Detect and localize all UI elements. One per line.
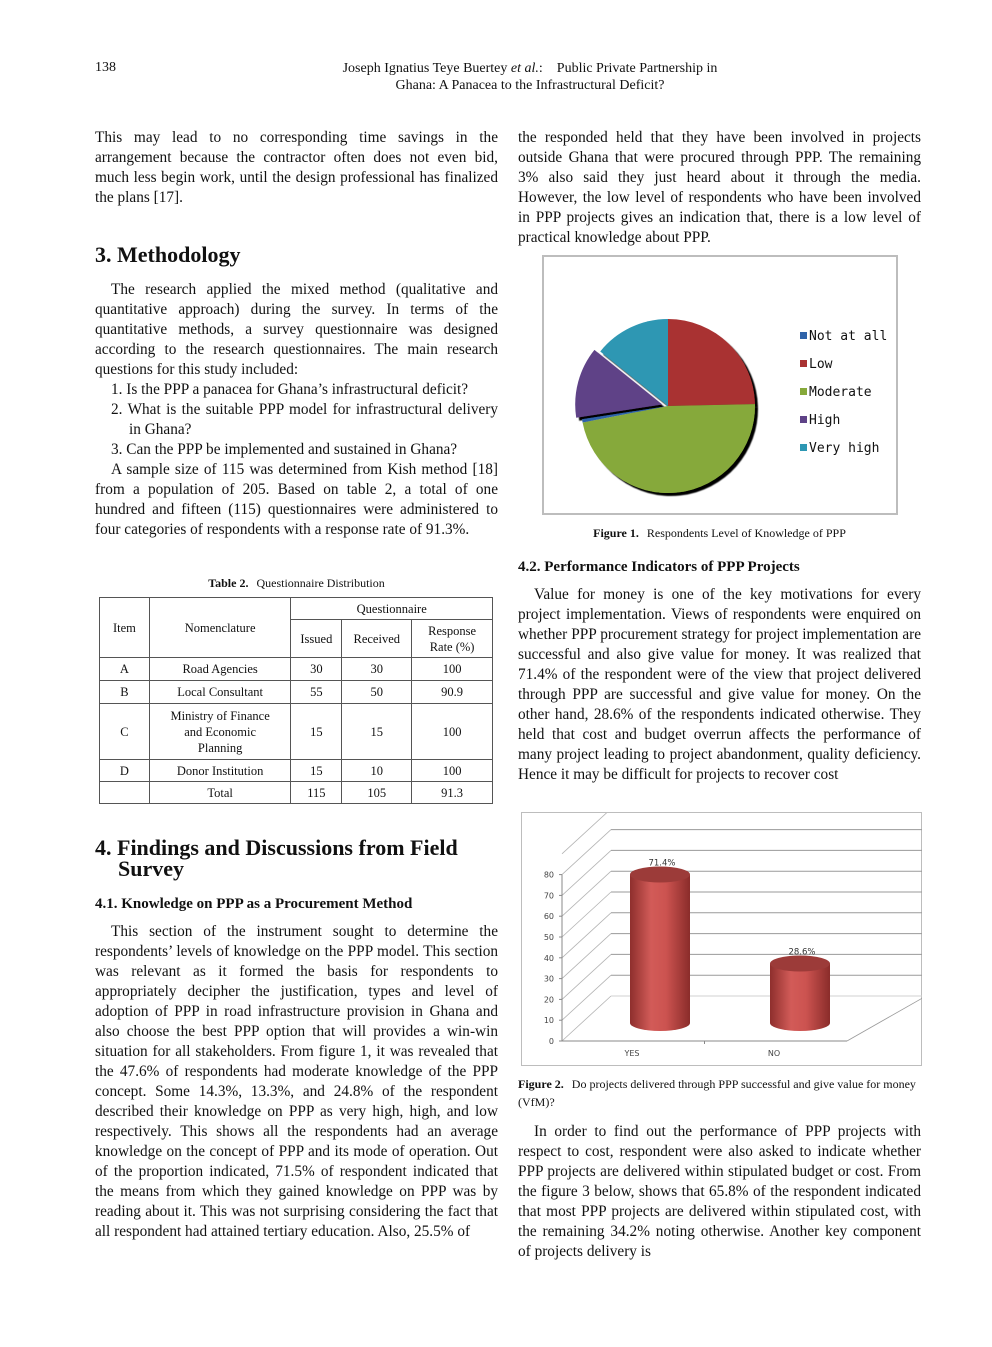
data-label: 71.4% bbox=[648, 858, 676, 869]
header-title-line2: Ghana: A Panacea to the Infrastructural Deficit? bbox=[395, 78, 665, 93]
subsection-4-1-heading: 4.1. Knowledge on PPP as a Procurement Method bbox=[95, 896, 413, 912]
cell-name: Donor Institution bbox=[149, 760, 291, 782]
cost-paragraph: In order to find out the performance of PPP projects with respect to cost, respondent were also asked to indicate whether PPP projects are delivered within stipulated budget or cost. From the figure 3 below, shows that 65.8% of the respondent indicated that most PPP projects are delivered within stipulated cost, with the remaining 34.2% noting otherwise. Another key component of projects delivery is bbox=[518, 1123, 921, 1260]
legend-swatch bbox=[800, 360, 807, 367]
wall-diagonal bbox=[562, 813, 611, 854]
figure-2-caption-label: Figure 2. bbox=[518, 1077, 564, 1091]
cell-item: B bbox=[100, 681, 150, 704]
header-issued: Issued bbox=[291, 620, 342, 658]
legend-item bbox=[800, 385, 887, 413]
figure-2-caption-text: Do projects delivered through PPP successful and give value for money (VfM)? bbox=[518, 1077, 916, 1109]
cell-received: 50 bbox=[342, 681, 412, 704]
cell-issued: 15 bbox=[291, 704, 342, 760]
x-tick-label: NO bbox=[767, 1049, 781, 1058]
wall-diagonal bbox=[562, 934, 611, 979]
wall-diagonal bbox=[562, 975, 611, 1020]
header-nomenclature: Nomenclature bbox=[149, 598, 291, 658]
header-author: Joseph Ignatius Teye Buertey bbox=[342, 61, 508, 76]
cell-item bbox=[100, 782, 150, 804]
wall-diagonal bbox=[562, 913, 611, 958]
left-column bbox=[95, 128, 498, 208]
cell-rate: 90.9 bbox=[412, 681, 493, 704]
cell-name: Local Consultant bbox=[149, 681, 291, 704]
wall-diagonal bbox=[562, 996, 611, 1041]
cell-issued: 30 bbox=[291, 658, 342, 681]
cell-name: Total bbox=[149, 782, 291, 804]
section-3-heading: 3. Methodology bbox=[95, 242, 241, 267]
cell-received: 105 bbox=[342, 782, 412, 804]
wall-diagonal bbox=[562, 892, 611, 937]
y-tick-label: 60 bbox=[543, 912, 554, 922]
table-caption-text: Questionnaire Distribution bbox=[256, 576, 385, 590]
wall-diagonal bbox=[562, 830, 611, 875]
methodology-block bbox=[95, 280, 498, 540]
legend-swatch bbox=[800, 444, 807, 451]
header-rate: Response Rate (%) bbox=[412, 620, 493, 658]
questionnaire-table-wrap bbox=[99, 597, 493, 804]
cell-issued: 115 bbox=[291, 782, 342, 804]
vfm-paragraph: Value for money is one of the key motivations for every project implementation. Views of respondents were enquired on whether PPP procurement strategy for project implementation are successful and also give value for money. It was realized that 71.4% of the respondent were of the view that project delivered through PPP are successful and give value for money. On the other hand, 28.6% of the respondents indicated otherwise. They held that cost and budget overrun affects the performance of many project leading to project abandonment, quality deficiency. Hence it may be difficult for projects to recover cost bbox=[518, 586, 921, 783]
cost-block bbox=[518, 1122, 921, 1262]
table-row bbox=[100, 681, 493, 704]
questionnaire-table bbox=[99, 597, 493, 804]
bar-chart-svg bbox=[522, 813, 922, 1066]
legend-label: Low bbox=[809, 357, 833, 372]
page-number: 138 bbox=[95, 60, 116, 75]
header-questionnaire: Questionnaire bbox=[291, 598, 493, 620]
knowledge-block bbox=[95, 922, 498, 1242]
header-et-al: et al. bbox=[510, 61, 539, 76]
subsection-4-2-heading: 4.2. Performance Indicators of PPP Projects bbox=[518, 559, 800, 575]
intro-paragraph: This may lead to no corresponding time savings in the arrangement because the contractor often does not even bid, much less begin work, until the design professional has finalized the plans [17]. bbox=[95, 129, 498, 206]
figure-1-caption bbox=[518, 524, 921, 542]
cell-name: Road Agencies bbox=[149, 658, 291, 681]
legend-label: Moderate bbox=[809, 385, 872, 400]
legend-label: Not at all bbox=[809, 329, 888, 344]
cell-name: Ministry of Finance and Economic Planning bbox=[149, 704, 291, 760]
section-4-heading-line2: Survey bbox=[118, 856, 184, 881]
legend-swatch bbox=[800, 416, 807, 423]
figure-1-caption-label: Figure 1. bbox=[593, 526, 639, 540]
y-tick-label: 10 bbox=[543, 1016, 554, 1026]
table-row-total bbox=[100, 782, 493, 804]
sample-paragraph: A sample size of 115 was determined from Kish method [18] from a population of 205. Based on table 2, a total of one hundred and fifteen (115) questionnaires were administered to four categories of respondents with a response rate of 91.3%. bbox=[95, 461, 498, 538]
cell-rate: 100 bbox=[412, 760, 493, 782]
legend-label: Very high bbox=[809, 441, 880, 456]
vfm-block bbox=[518, 585, 921, 785]
figure-1-caption-text: Respondents Level of Knowledge of PPP bbox=[646, 526, 846, 540]
table-row bbox=[100, 658, 493, 681]
x-tick-label: YES bbox=[624, 1049, 640, 1058]
wall-diagonal bbox=[562, 871, 611, 916]
cell-received: 15 bbox=[342, 704, 412, 760]
y-tick-label: 20 bbox=[543, 995, 554, 1005]
cell-issued: 55 bbox=[291, 681, 342, 704]
cell-issued: 15 bbox=[291, 760, 342, 782]
y-tick-label: 70 bbox=[543, 891, 554, 901]
wall-diagonal bbox=[562, 954, 611, 999]
question-item: 3. Can the PPP be implemented and sustained in Ghana? bbox=[111, 441, 458, 458]
figure-2-bar-chart bbox=[521, 812, 922, 1066]
right-column-top bbox=[518, 128, 921, 248]
wall-diagonal bbox=[562, 850, 611, 895]
figure-2-caption bbox=[518, 1075, 921, 1111]
cell-item: D bbox=[100, 760, 150, 782]
y-tick-label: 30 bbox=[543, 974, 554, 984]
header-item: Item bbox=[100, 598, 150, 658]
question-item: 1. Is the PPP a panacea for Ghana’s infrastructural deficit? bbox=[111, 381, 469, 398]
bar-top-no bbox=[770, 956, 830, 972]
section-4-heading bbox=[95, 837, 505, 879]
bar-top-yes bbox=[630, 866, 690, 882]
section-4-heading-line1: 4. Findings and Discussions from Field bbox=[95, 835, 458, 860]
table-row bbox=[100, 704, 493, 760]
y-tick-label: 40 bbox=[543, 953, 554, 963]
table-row bbox=[100, 760, 493, 782]
continuation-paragraph: the responded held that they have been involved in projects outside Ghana that were procured through PPP. The remaining 3% also said they just heard about it through the media. However, the low level of respondents who have been involved in PPP projects gives an indication that, there is a low level of practical knowledge about PPP. bbox=[518, 129, 921, 246]
legend-item bbox=[800, 329, 887, 357]
legend-swatch bbox=[800, 388, 807, 395]
cell-item: A bbox=[100, 658, 150, 681]
y-tick-label: 80 bbox=[543, 870, 554, 880]
y-tick-label: 0 bbox=[548, 1037, 554, 1046]
pie-legend bbox=[800, 329, 887, 469]
table-caption bbox=[95, 574, 498, 592]
pie-slice-low bbox=[668, 319, 755, 406]
cell-rate: 100 bbox=[412, 704, 493, 760]
cell-rate: 91.3 bbox=[412, 782, 493, 804]
header-received: Received bbox=[342, 620, 412, 658]
legend-swatch bbox=[800, 332, 807, 339]
knowledge-paragraph: This section of the instrument sought to determine the respondents’ levels of knowledge on the PPP model. This section was relevant as it formed the basis for respondents to appropriately decipher the justification, types and level of adoption of PPP in road infrastructure provision in Ghana and also choose the best PPP option that will provides a win-win situation for all stakeholders. From figure 1, it was revealed that the 47.6% of respondents had moderate knowledge of the PPP concept. Some 14.3%, 13.3%, and 24.8% of the respondent described their knowledge on PPP as very high, high, and low respectively. This shows all the respondents had an average knowledge on the concept of PPP and its mode of operation. Out of the proportion indicated, 71.5% of respondent indicated that the means from which they gained knowledge on PPP was by reading about it. This was not surprising considering the fact that all respondent had attained tertiary education. Also, 25.5% of bbox=[95, 923, 498, 1240]
legend-item bbox=[800, 441, 887, 469]
cell-rate: 100 bbox=[412, 658, 493, 681]
header-title-line1: Public Private Partnership in bbox=[556, 61, 718, 76]
floor-edge bbox=[847, 996, 922, 1041]
data-label: 28.6% bbox=[788, 947, 816, 958]
bar-no bbox=[770, 964, 830, 1031]
running-header: Joseph Ignatius Teye Buertey et al.: Public Private Partnership in Ghana: A Panacea to the Infrastructural Deficit? bbox=[342, 61, 718, 93]
table-caption-label: Table 2. bbox=[208, 576, 249, 590]
bar-yes bbox=[630, 874, 690, 1031]
legend-item bbox=[800, 413, 887, 441]
legend-item bbox=[800, 357, 887, 385]
figure-1-pie-chart bbox=[542, 255, 898, 515]
question-item: 2. What is the suitable PPP model for infrastructural delivery in Ghana? bbox=[111, 401, 498, 438]
research-questions bbox=[95, 380, 498, 460]
cell-item: C bbox=[100, 704, 150, 760]
methodology-paragraph: The research applied the mixed method (qualitative and quantitative approach) during the survey. In terms of the quantitative methods, a survey questionnaire was designed according to the research questionnaires. The main research questions for this study included: bbox=[95, 281, 498, 378]
y-tick-label: 50 bbox=[543, 933, 554, 942]
cell-received: 30 bbox=[342, 658, 412, 681]
legend-label: High bbox=[809, 413, 841, 428]
cell-received: 10 bbox=[342, 760, 412, 782]
